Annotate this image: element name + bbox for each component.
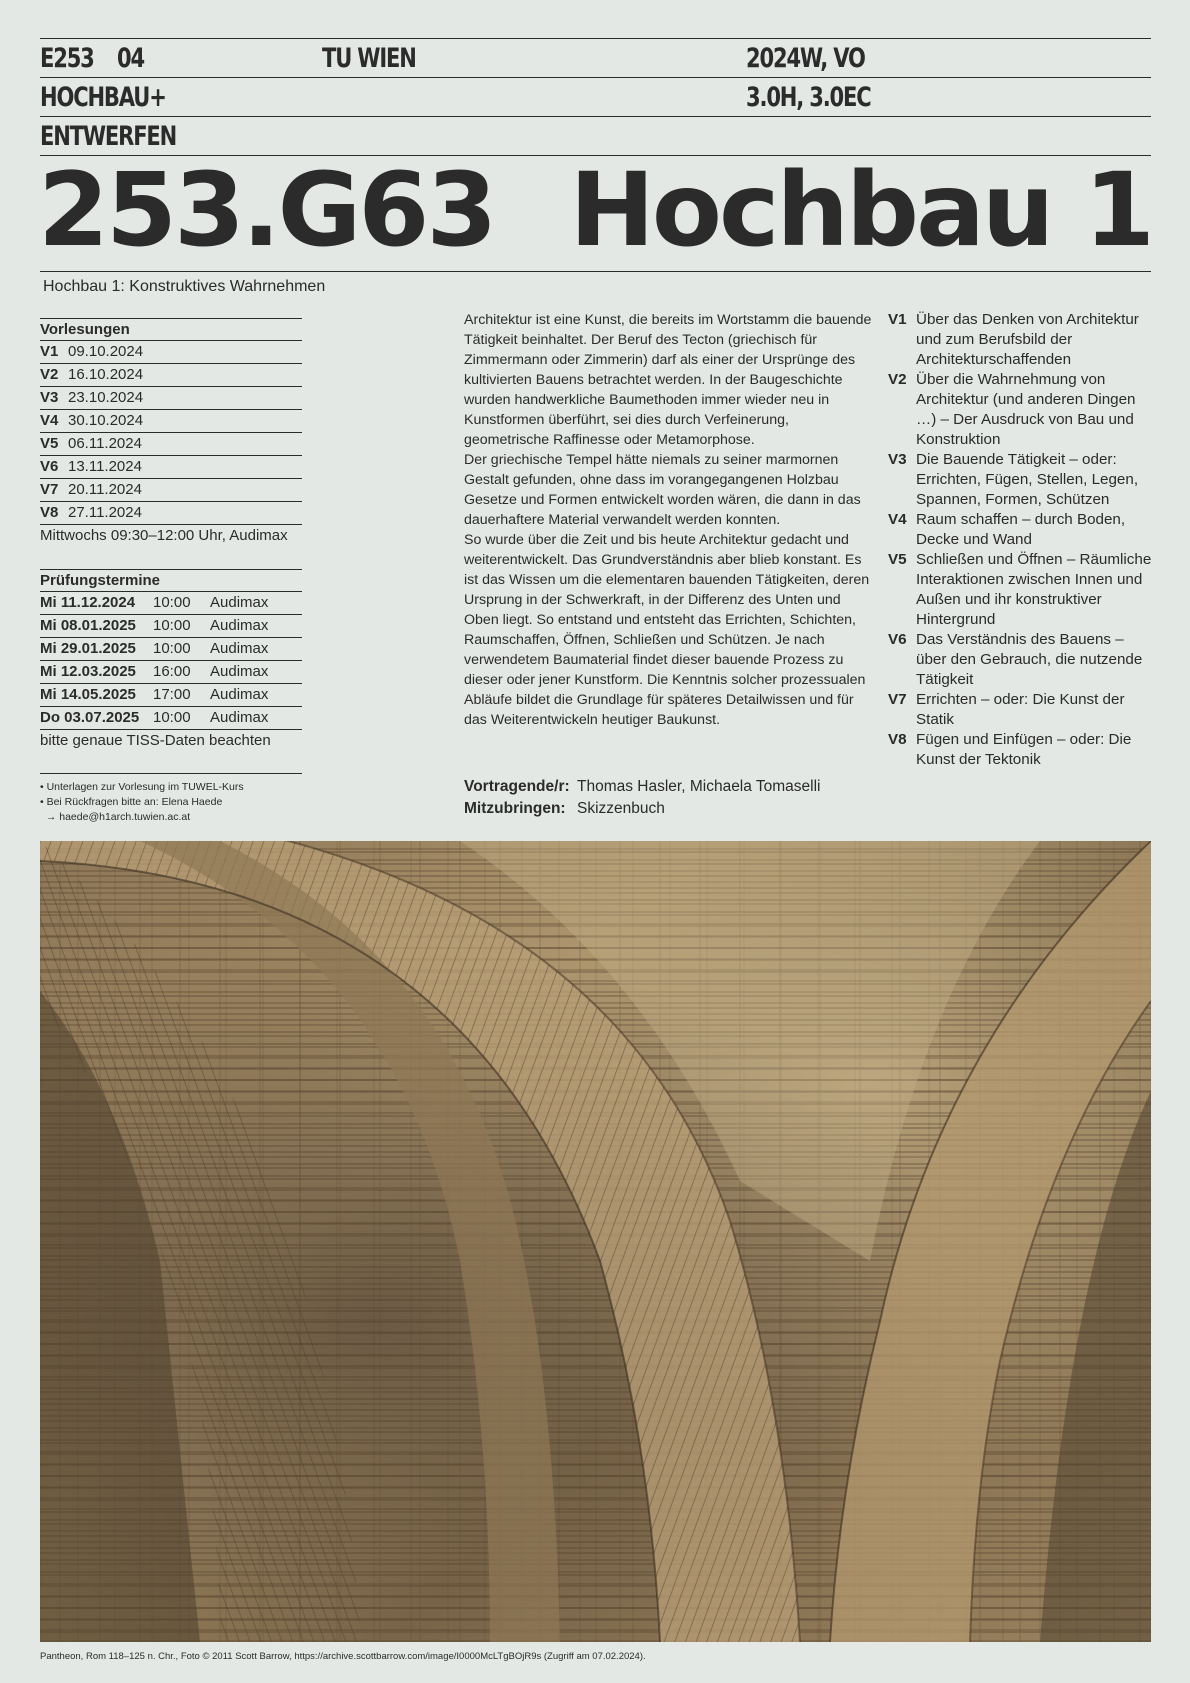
description-paragraph: Der griechische Tempel hätte niemals zu seiner marmornen Gestalt gefunden, ohne dass im vorangegangenen Holzbau Gesetze und Formen entwickelt worden wären, die dann in das dauerhaftere Material verwandelt werden konnten.: [464, 452, 861, 528]
lecture-row: V8 27.11.2024: [40, 502, 302, 525]
lecture-row: V4 30.10.2024: [40, 410, 302, 433]
lecturers-line: Vortragende/r: Thomas Hasler, Michaela Tomaselli: [464, 778, 821, 795]
exam-row: Mi 29.01.2025 10:00 Audimax: [40, 638, 302, 661]
description-paragraph: So wurde über die Zeit und bis heute Architektur gedacht und weiterentwickelt. Das Grundverständnis aber blieb konstant. Es ist das Wissen um die elementaren bauenden Tätigkeiten, deren Ursprung in der Schwerkraft, in der Differenz des Unten und Oben liegt. So entstand und entsteht das Errichten, Schichten, Raumschaffen, Öffnen, Schließen und Schützen. Je nach verwendetem Baumaterial findet dieser bauende Prozess zu dieser oder jener Kunstform. Die Kenntnis solcher prozessualen Abläufe bildet die Grundlage für späteres Detailwissen und für das Weiterentwickeln heutiger Baukunst.: [464, 532, 870, 728]
course-subtitle: Hochbau 1: Konstruktives Wahrnehmen: [43, 278, 326, 295]
exam-row: Do 03.07.2025 10:00 Audimax: [40, 707, 302, 730]
course-section-number: 04: [117, 43, 144, 74]
topic-item: V6 Das Verständnis des Bauens – über den Gebrauch, die nutzende Tätigkeit: [888, 631, 1143, 688]
fine-print: [40, 780, 302, 825]
topic-item: V8 Fügen und Einfügen – oder: Die Kunst der Tektonik: [888, 731, 1132, 768]
lecture-row: V6 13.11.2024: [40, 456, 302, 479]
institute-line2: ENTWERFEN: [40, 121, 177, 152]
topic-item: V7 Errichten – oder: Die Kunst der Statik: [888, 691, 1125, 728]
photo-caption: Pantheon, Rom 118–125 n. Chr., Foto © 2011 Scott Barrow, https://archive.scottbarrow.com/image/I0000McLTgBOjR9s (Zugriff am 07.02.2024).: [40, 1651, 646, 1662]
topic-item: V3 Die Bauende Tätigkeit – oder: Errichten, Fügen, Stellen, Legen, Spannen, Formen, Schützen: [888, 451, 1139, 508]
topic-item: V5 Schließen und Öffnen – Räumliche Interaktionen zwischen Innen und Außen und ihr konstruktiver Hintergrund: [888, 551, 1152, 628]
exam-row: Mi 14.05.2025 17:00 Audimax: [40, 684, 302, 707]
bring-line: Mitzubringen: Skizzenbuch: [464, 800, 665, 817]
university-name: TU WIEN: [322, 43, 416, 74]
title-rule: [40, 271, 1151, 272]
semester-type: 2024W, VO: [746, 43, 865, 74]
description-paragraph: Architektur ist eine Kunst, die bereits im Wortstamm die bauende Tätigkeit beinhaltet. Der Beruf des Tecton (griechisch für Zimmermann oder Zimmerin) darf als einer der Ursprünge des kultivierten Bauens betrachtet werden. In der Baugeschichte wurden handwerkliche Baumethoden immer wieder neu in Kunstformen überführt, sei dies durch Verfeinerung, geometrische Raffinesse oder Metamorphose.: [464, 312, 872, 448]
course-code: E253: [40, 43, 94, 74]
header-rule-top: [40, 38, 1151, 39]
fine-print-line: • Bei Rückfragen bitte an: Elena Haede: [40, 796, 223, 808]
exams-heading: Prüfungstermine: [40, 569, 302, 592]
topic-item: V1 Über das Denken von Architektur und zum Berufsbild der Architekturschaffenden: [888, 311, 1139, 368]
lecture-row: V7 20.11.2024: [40, 479, 302, 502]
course-number: 253.G63: [38, 151, 495, 270]
topic-item: V2 Über die Wahrnehmung von Architektur (und anderen Dingen …) – Der Ausdruck von Bau und Konstruktion: [888, 371, 1136, 448]
brick-arch-photo: [40, 841, 1151, 1642]
exam-row: Mi 11.12.2024 10:00 Audimax: [40, 592, 302, 615]
topics-list: [888, 310, 1153, 770]
topic-item: V4 Raum schaffen – durch Boden, Decke und Wand: [888, 511, 1126, 548]
lectures-heading: Vorlesungen: [40, 318, 302, 341]
brick-arch-drawing: [40, 841, 1151, 1642]
hours-credits: 3.0H, 3.0EC: [746, 82, 871, 113]
course-name: Hochbau 1: [569, 151, 1152, 270]
exam-row: Mi 12.03.2025 16:00 Audimax: [40, 661, 302, 684]
lecture-row: V5 06.11.2024: [40, 433, 302, 456]
fine-print-rule: [40, 773, 302, 774]
exams-table: [40, 569, 302, 752]
lecture-row: V2 16.10.2024: [40, 364, 302, 387]
fine-print-line: • Unterlagen zur Vorlesung im TUWEL-Kurs: [40, 781, 244, 793]
course-description: [464, 310, 874, 730]
lectures-note: Mittwochs 09:30–12:00 Uhr, Audimax: [40, 527, 288, 544]
exams-note: bitte genaue TISS-Daten beachten: [40, 732, 271, 749]
exam-row: Mi 08.01.2025 10:00 Audimax: [40, 615, 302, 638]
lecture-row: V3 23.10.2024: [40, 387, 302, 410]
header-rule-2: [40, 77, 1151, 78]
institute-line1: HOCHBAU+: [40, 82, 166, 113]
header-rule-3: [40, 116, 1151, 117]
lecture-row: V1 09.10.2024: [40, 341, 302, 364]
contact-email[interactable]: → haede@h1arch.tuwien.ac.at: [40, 811, 191, 823]
lectures-table: [40, 318, 302, 547]
